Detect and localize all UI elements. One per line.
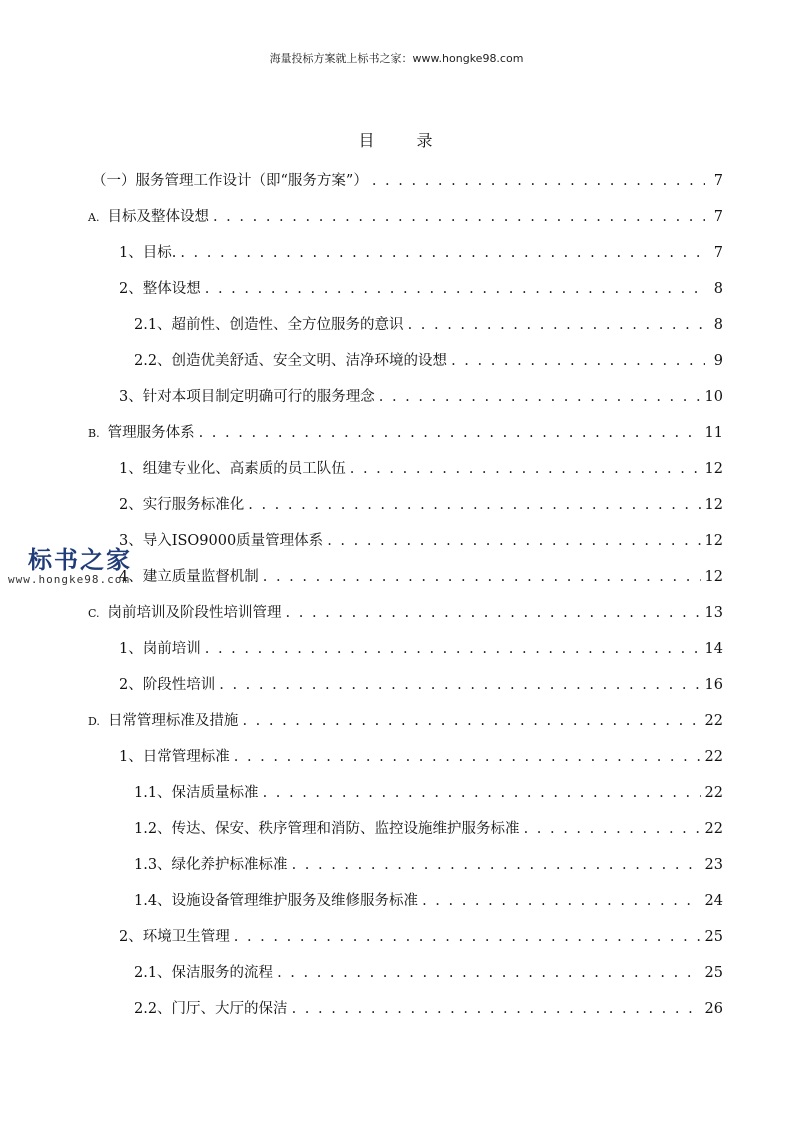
toc-entry-label: （一）服务管理工作设计（即“服务方案”）: [92, 173, 368, 189]
toc-entry[interactable]: [88, 421, 723, 445]
toc-entry-label: 岗前培训及阶段性培训管理: [107, 605, 282, 621]
toc-entry-page: 7: [713, 245, 723, 261]
toc-entry[interactable]: [119, 637, 723, 661]
toc-entry[interactable]: [119, 529, 723, 553]
toc-section-letter: D.: [88, 715, 100, 728]
toc-entry-page: 24: [704, 893, 723, 909]
toc-entry-page: 7: [713, 173, 723, 189]
toc-entry-page: 16: [704, 677, 723, 693]
toc-leader-dots: [277, 961, 700, 985]
toc-entry-label: 3、导入ISO9000质量管理体系: [119, 533, 324, 549]
toc-entry[interactable]: [119, 241, 723, 265]
toc-entry-page: 23: [704, 857, 723, 873]
toc-entry-label: 1.1、保洁质量标准: [134, 785, 259, 801]
toc-entry[interactable]: [88, 601, 723, 625]
toc-entry-page: 8: [713, 317, 723, 333]
toc-entry-label: 2.1、超前性、创造性、全方位服务的意识: [134, 317, 404, 333]
toc-leader-dots: [234, 925, 701, 949]
toc-entry[interactable]: [119, 745, 723, 769]
toc-leader-dots: [451, 349, 705, 373]
toc-entry-label: 管理服务体系: [107, 425, 195, 441]
toc-entry-label: 2、实行服务标准化: [119, 497, 245, 513]
toc-leader-dots: [263, 781, 701, 805]
toc-entry[interactable]: [119, 493, 723, 517]
toc-entry-label: 1.4、设施设备管理维护服务及维修服务标准: [134, 893, 419, 909]
toc-entry[interactable]: [119, 925, 723, 949]
toc-entry-page: 14: [704, 641, 723, 657]
toc-entry-label: 目标及整体设想: [107, 209, 209, 225]
toc-leader-dots: [524, 817, 701, 841]
toc-leader-dots: [422, 889, 700, 913]
toc-entry-label: 1、目标.: [119, 245, 177, 261]
toc-leader-dots: [263, 565, 701, 589]
toc-entry[interactable]: [88, 205, 723, 229]
toc-entry-label: 1.3、绿化养护标准标准: [134, 857, 288, 873]
toc-entry[interactable]: [134, 817, 723, 841]
toc-entry[interactable]: [134, 889, 723, 913]
toc-leader-dots: [219, 673, 700, 697]
toc-entry[interactable]: [119, 385, 723, 409]
toc-entry-label: 1、组建专业化、高素质的员工队伍: [119, 461, 346, 477]
toc-leader-dots: [372, 169, 705, 193]
toc-entry-page: 12: [704, 533, 723, 549]
toc-entry[interactable]: [134, 313, 723, 337]
toc-leader-dots: [286, 601, 701, 625]
watermark-url: www.hongke98.com: [8, 573, 130, 586]
toc-entry-page: 13: [704, 605, 723, 621]
toc-entry-label: 2.1、保洁服务的流程: [134, 965, 274, 981]
toc-leader-dots: [292, 853, 701, 877]
page-header: 海量投标方案就上标书之家：www.hongke98.com: [269, 52, 524, 65]
toc-leader-dots: [292, 997, 701, 1021]
toc-section-letter: C.: [88, 607, 100, 620]
toc-entry-label: 2.2、创造优美舒适、安全文明、洁净环境的设想: [134, 353, 448, 369]
toc-entry-page: 12: [704, 569, 723, 585]
toc-entry-label: 2.2、门厅、大厅的保洁: [134, 1001, 288, 1017]
toc-entry[interactable]: [119, 457, 723, 481]
toc-entry[interactable]: [134, 853, 723, 877]
toc-section-letter: B.: [88, 427, 100, 440]
toc-leader-dots: [234, 745, 701, 769]
toc-entry-label: 1、岗前培训: [119, 641, 201, 657]
toc-entry-label: 3、针对本项目制定明确可行的服务理念: [119, 389, 375, 405]
toc-entry-page: 22: [704, 821, 723, 837]
toc-entry[interactable]: [88, 709, 723, 733]
toc-leader-dots: [180, 241, 705, 265]
toc-entry[interactable]: [134, 349, 723, 373]
toc-leader-dots: [350, 457, 701, 481]
watermark-logo: 标书之家: [28, 546, 132, 574]
toc-entry-page: 8: [713, 281, 723, 297]
toc-entry-label: 日常管理标准及措施: [107, 713, 239, 729]
toc-entry[interactable]: [92, 169, 723, 193]
toc-leader-dots: [327, 529, 700, 553]
toc-entry-page: 25: [704, 929, 723, 945]
toc-entry-page: 12: [704, 461, 723, 477]
toc-entry-page: 22: [704, 785, 723, 801]
toc-entry[interactable]: [134, 781, 723, 805]
toc-leader-dots: [199, 421, 701, 445]
toc-entry-page: 26: [704, 1001, 723, 1017]
toc-entry-page: 22: [704, 713, 723, 729]
toc-entry-page: 12: [704, 497, 723, 513]
title-char-1: 目: [358, 131, 377, 150]
toc-entry[interactable]: [119, 277, 723, 301]
toc-leader-dots: [242, 709, 700, 733]
toc-leader-dots: [248, 493, 700, 517]
toc-entry[interactable]: [119, 673, 723, 697]
toc-entry-page: 11: [704, 425, 723, 441]
toc-leader-dots: [213, 205, 705, 229]
toc-leader-dots: [205, 277, 705, 301]
toc-entry-label: 1.2、传达、保安、秩序管理和消防、监控设施维护服务标准: [134, 821, 520, 837]
toc-entry-label: 4、建立质量监督机制: [119, 569, 259, 585]
watermark: [8, 540, 158, 586]
toc-entry-page: 10: [704, 389, 723, 405]
toc-entry-page: 25: [704, 965, 723, 981]
toc-leader-dots: [408, 313, 705, 337]
toc-entry-page: 22: [704, 749, 723, 765]
toc-entry[interactable]: [134, 961, 723, 985]
toc-entry-page: 9: [713, 353, 723, 369]
toc-entry-label: 2、环境卫生管理: [119, 929, 230, 945]
toc-entry[interactable]: [134, 997, 723, 1021]
toc-leader-dots: [379, 385, 701, 409]
toc-entry-label: 2、阶段性培训: [119, 677, 216, 693]
toc-entry-label: 2、整体设想: [119, 281, 201, 297]
toc-entry[interactable]: [119, 565, 723, 589]
toc-section-letter: A.: [88, 211, 100, 224]
toc-entry-page: 7: [713, 209, 723, 225]
toc-entry-label: 1、日常管理标准: [119, 749, 230, 765]
toc-leader-dots: [205, 637, 701, 661]
title-char-2: 录: [416, 131, 435, 150]
